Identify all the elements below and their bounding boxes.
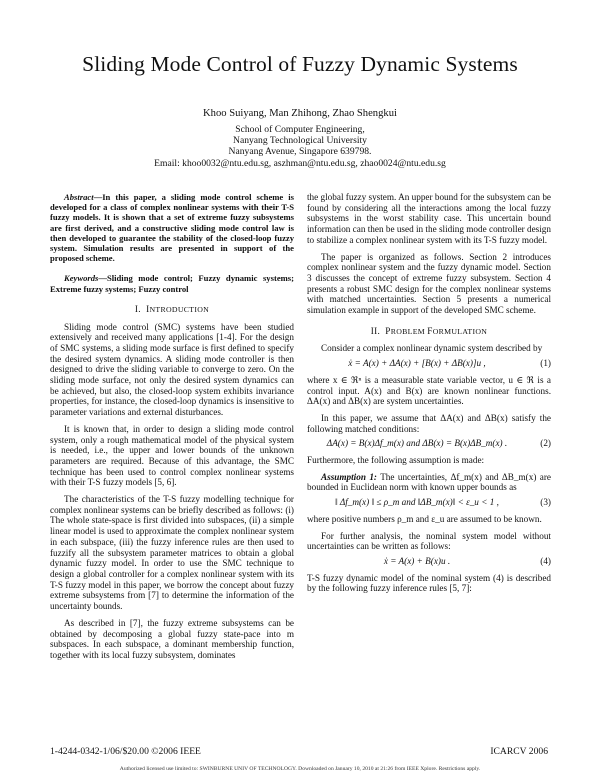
abstract-label: Abstract xyxy=(64,192,94,202)
body-paragraph: where x ∈ ℜⁿ is a measurable state variable vector, u ∈ ℜ is a control input. A(x) and B(x) are known nonlinear functions. ΔA(x) and ΔB(x) are system uncertainties. xyxy=(307,374,551,407)
intro-paragraph: It is known that, in order to design a sliding mode control system, only a rough mathematical model of the physical system is needed, i.e., the upper and lower bounds of the unknown parameters are required. Because of this advantage, the SMC technique has been used to control complex nonlinear systems with their T-S fuzzy models [5, 6]. xyxy=(50,423,294,488)
body-paragraph: In this paper, we assume that ΔA(x) and ΔB(x) satisfy the following matched conditions: xyxy=(307,412,551,434)
equation-1: ẋ = A(x) + ΔA(x) + [B(x) + ΔB(x)]u , (1) xyxy=(348,358,551,369)
author-list: Khoo Suiyang, Man Zhihong, Zhao Shengkui xyxy=(203,108,397,119)
body-paragraph: Furthermore, the following assumption is made: xyxy=(307,455,485,466)
left-column xyxy=(50,192,294,667)
abstract-text: —In this paper, a sliding mode control scheme is developed for a class of complex nonlinear systems with their T-S fuzzy models. It is shown that a set of extreme fuzzy subsystems are first derived, and a constructive sliding mode control law is then developed to guarantee the stability of the closed-loop fuzzy system. Simulation results are presented in support of the proposed scheme. xyxy=(50,192,294,264)
assumption-label: Assumption 1: xyxy=(321,471,377,482)
keywords-label: Keywords xyxy=(64,273,99,284)
assumption-paragraph: Assumption 1: The uncertainties, Δf_m(x) and ΔB_m(x) are bounded in Euclidean norm with known upper bounds as xyxy=(307,471,551,493)
body-paragraph: Consider a complex nonlinear dynamic system described by xyxy=(321,343,543,354)
conference-name: ICARCV 2006 xyxy=(490,746,548,757)
equation-3: ‖ Δf_m(x) ‖ ≤ ρ_m and ‖ΔB_m(x)‖ < ε_u < 1 , (3) xyxy=(335,497,551,508)
abstract xyxy=(50,192,294,263)
intro-paragraph: The characteristics of the T-S fuzzy modelling technique for complex nonlinear systems can be briefly described as follows: (i) The whole state-space is first divided into subspaces, (ii) a simple linear model is used to approximate the complex nonlinear system in each subspace, (iii) the fuzzy inference rules are then used to fuzzify all the subsystem parameter matrices to obtain a global dynamic fuzzy model. In order to use the SMC technique to design a global controller for a complex nonlinear system with its T-S fuzzy model in this paper, we borrow the concept about fuzzy extreme subsystems from [7] to determine the information of the uncertainty bounds. xyxy=(50,494,294,612)
license-notice: Authorized licensed use limited to: SWINBURNE UNIV OF TECHNOLOGY. Downloaded on January 10, 2010 at 21:26 from IEEE Xplore. Restrictions apply. xyxy=(119,766,481,772)
keywords-text: —Sliding mode control; Fuzzy dynamic systems; Extreme fuzzy systems; Fuzzy control xyxy=(50,273,294,294)
affiliation-line: Nanyang Avenue, Singapore 639798. xyxy=(228,146,372,158)
body-paragraph: where positive numbers ρ_m and ε_u are assumed to be known. xyxy=(307,513,542,524)
body-paragraph: T-S fuzzy dynamic model of the nominal system (4) is described by the following fuzzy inference rules [5, 7]: xyxy=(307,572,551,594)
affiliation-line: Nanyang Technological University xyxy=(233,135,367,147)
equation-4: ẋ = A(x) + B(x)u . (4) xyxy=(383,555,551,566)
section-heading-introduction: I. INTRODUCTION xyxy=(134,303,210,314)
body-paragraph: The paper is organized as follows. Section 2 introduces complex nonlinear system and the fuzzy dynamic model. Section 3 discusses the concept of extreme fuzzy subsystem. Section 4 presents a robust SMC design for the complex nonlinear systems with matched uncertainties. Section 5 presents a numerical simulation example in support of the developed SMC scheme. xyxy=(307,251,551,316)
body-paragraph: the global fuzzy system. An upper bound for the subsystem can be found by considering all the interactions among the local fuzzy subsystems in the worst stability case. This uncertain bound information can then be used in the sliding mode controller design to stabilize a complex nonlinear system with its T-S fuzzy model. xyxy=(307,192,551,245)
intro-paragraph: As described in [7], the fuzzy extreme subsystems can be obtained by decomposing a global fuzzy state-pace into m subspaces. In each subspace, a dominant membership function, together with its local fuzzy subsystem, dominates xyxy=(50,617,294,660)
body-paragraph: For further analysis, the nominal system model without uncertainties can be written as follows: xyxy=(307,530,551,552)
section-heading-problem-formulation: II. PROBLEM FORMULATION xyxy=(370,325,488,336)
paper-title: Sliding Mode Control of Fuzzy Dynamic Systems xyxy=(82,52,518,76)
right-column xyxy=(307,192,551,600)
affiliation-line: School of Computer Engineering, xyxy=(235,124,365,135)
keywords xyxy=(50,273,294,293)
affiliation-email: Email: khoo0032@ntu.edu.sg, aszhman@ntu.edu.sg, zhao0024@ntu.edu.sg xyxy=(154,157,446,169)
affiliation xyxy=(0,124,600,169)
intro-paragraph: Sliding mode control (SMC) systems have been studied extensively and received many applications [1-4]. For the design of SMC systems, a sliding mode surface is first defined to specify the desired system dynamics. A sliding mode controller is then designed to drive the sliding variable to converge to zero. On the sliding mode surface, not only the desired system dynamics can be achieved, but also, the closed-loop system exhibits invariance properties, for instance, the closed-loop dynamics is insensitive to parameter variations and external disturbances. xyxy=(50,321,294,418)
copyright-line: 1-4244-0342-1/06/$20.00 ©2006 IEEE xyxy=(50,746,201,757)
equation-2: ΔA(x) = B(x)Δf_m(x) and ΔB(x) = B(x)ΔB_m(x) . (2) xyxy=(326,438,551,449)
